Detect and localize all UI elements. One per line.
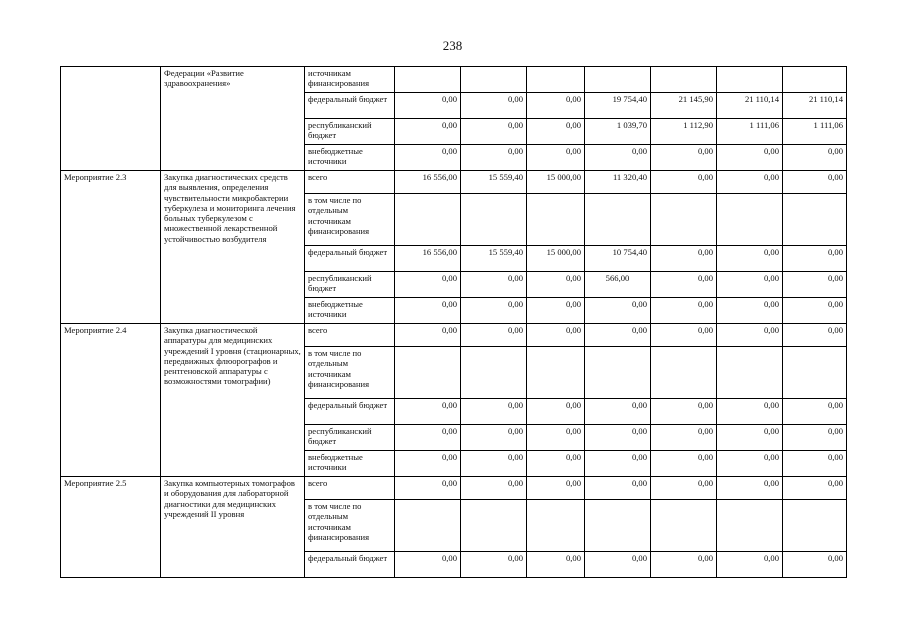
value-cell: 0,00 [651, 477, 717, 500]
value-cell: 0,00 [783, 298, 847, 324]
value-cell: 0,00 [585, 477, 651, 500]
value-cell [717, 67, 783, 93]
value-cell [527, 67, 585, 93]
budget-table [60, 66, 847, 578]
value-cell: 0,00 [461, 324, 527, 347]
value-cell: 1 112,90 [651, 119, 717, 145]
value-cell: 0,00 [783, 552, 847, 578]
value-cell: 0,00 [395, 272, 461, 298]
funding-source: источникам финансирования [305, 67, 395, 93]
value-cell [585, 67, 651, 93]
value-cell [783, 67, 847, 93]
value-cell: 0,00 [717, 272, 783, 298]
value-cell: 0,00 [461, 298, 527, 324]
value-cell: 0,00 [585, 552, 651, 578]
value-cell: 0,00 [461, 119, 527, 145]
page-number: 238 [442, 38, 463, 53]
value-cell [651, 500, 717, 552]
value-cell [651, 347, 717, 399]
value-cell: 0,00 [585, 425, 651, 451]
funding-source: федеральный бюджет [305, 93, 395, 119]
value-cell: 0,00 [717, 298, 783, 324]
value-cell: 0,00 [651, 298, 717, 324]
value-cell: 10 754,40 [585, 246, 651, 272]
value-cell: 1 039,70 [585, 119, 651, 145]
value-cell [527, 347, 585, 399]
value-cell: 0,00 [651, 425, 717, 451]
value-cell: 0,00 [527, 399, 585, 425]
funding-source: в том числе по отдельным источникам финансирования [305, 500, 395, 552]
value-cell: 0,00 [395, 93, 461, 119]
value-cell: 0,00 [717, 451, 783, 477]
table-row [61, 477, 847, 500]
funding-source: внебюджетные источники [305, 451, 395, 477]
measure-label: Мероприятие 2.3 [61, 171, 161, 324]
value-cell [461, 194, 527, 246]
value-cell: 0,00 [783, 246, 847, 272]
value-cell: 0,00 [527, 324, 585, 347]
funding-source: федеральный бюджет [305, 552, 395, 578]
funding-source: всего [305, 477, 395, 500]
value-cell: 0,00 [651, 171, 717, 194]
value-cell [717, 500, 783, 552]
funding-source: республиканский бюджет [305, 272, 395, 298]
value-cell: 0,00 [461, 145, 527, 171]
value-cell: 15 000,00 [527, 171, 585, 194]
value-cell: 0,00 [527, 298, 585, 324]
value-cell: 0,00 [527, 451, 585, 477]
value-cell: 0,00 [783, 171, 847, 194]
value-cell: 0,00 [527, 93, 585, 119]
value-cell: 15 559,40 [461, 246, 527, 272]
funding-source: внебюджетные источники [305, 298, 395, 324]
value-cell: 0,00 [461, 425, 527, 451]
value-cell [461, 347, 527, 399]
value-cell: 0,00 [527, 145, 585, 171]
value-cell [585, 500, 651, 552]
value-cell [717, 347, 783, 399]
value-cell: 0,00 [395, 477, 461, 500]
value-cell [527, 500, 585, 552]
funding-source: всего [305, 171, 395, 194]
value-cell: 0,00 [783, 399, 847, 425]
value-cell: 15 000,00 [527, 246, 585, 272]
value-cell: 0,00 [783, 145, 847, 171]
value-cell [585, 347, 651, 399]
value-cell: 0,00 [585, 399, 651, 425]
value-cell: 0,00 [527, 477, 585, 500]
measure-description: Закупка диагностических средств для выявления, определения чувствительности микробактерии туберкулеза и мониторинга лечения больных туберкулезом с множественной лекарственной устойчивостью возбудителя [161, 171, 305, 324]
value-cell: 0,00 [395, 552, 461, 578]
value-cell [783, 347, 847, 399]
value-cell [717, 194, 783, 246]
value-cell: 0,00 [783, 477, 847, 500]
funding-source: республиканский бюджет [305, 119, 395, 145]
value-cell: 0,00 [783, 272, 847, 298]
value-cell [395, 347, 461, 399]
value-cell: 0,00 [461, 451, 527, 477]
value-cell: 0,00 [717, 324, 783, 347]
measure-label: Мероприятие 2.4 [61, 324, 161, 477]
value-cell: 19 754,40 [585, 93, 651, 119]
value-cell: 0,00 [717, 425, 783, 451]
value-cell: 21 110,14 [717, 93, 783, 119]
value-cell: 0,00 [717, 477, 783, 500]
value-cell [395, 67, 461, 93]
funding-source: в том числе по отдельным источникам финансирования [305, 347, 395, 399]
funding-source: федеральный бюджет [305, 246, 395, 272]
funding-source: внебюджетные источники [305, 145, 395, 171]
value-cell: 0,00 [461, 93, 527, 119]
value-cell: 0,00 [395, 145, 461, 171]
funding-source: федеральный бюджет [305, 399, 395, 425]
value-cell [461, 67, 527, 93]
measure-description: Закупка диагностической аппаратуры для медицинских учреждений I уровня (стационарных, передвижных флюорографов и рентгеновской аппаратуры с возможностями томографии) [161, 324, 305, 477]
value-cell: 16 556,00 [395, 171, 461, 194]
value-cell: 0,00 [585, 324, 651, 347]
value-cell: 0,00 [461, 477, 527, 500]
value-cell: 0,00 [395, 451, 461, 477]
table-row [61, 171, 847, 194]
value-cell: 15 559,40 [461, 171, 527, 194]
table-row [61, 324, 847, 347]
value-cell: 21 110,14 [783, 93, 847, 119]
funding-source: республиканский бюджет [305, 425, 395, 451]
value-cell: 0,00 [717, 171, 783, 194]
value-cell: 0,00 [651, 272, 717, 298]
value-cell: 0,00 [783, 425, 847, 451]
value-cell: 0,00 [395, 119, 461, 145]
value-cell: 0,00 [527, 119, 585, 145]
value-cell [395, 194, 461, 246]
value-cell: 0,00 [651, 145, 717, 171]
value-cell [585, 194, 651, 246]
value-cell: 0,00 [783, 451, 847, 477]
value-cell: 0,00 [527, 272, 585, 298]
value-cell: 0,00 [651, 552, 717, 578]
value-cell [395, 500, 461, 552]
value-cell: 0,00 [461, 272, 527, 298]
value-cell: 16 556,00 [395, 246, 461, 272]
value-cell: 566,00 [585, 272, 651, 298]
value-cell: 0,00 [717, 552, 783, 578]
funding-source: всего [305, 324, 395, 347]
value-cell: 21 145,90 [651, 93, 717, 119]
value-cell: 0,00 [717, 145, 783, 171]
value-cell [783, 500, 847, 552]
value-cell: 0,00 [461, 399, 527, 425]
value-cell: 11 320,40 [585, 171, 651, 194]
value-cell: 0,00 [527, 425, 585, 451]
value-cell [783, 194, 847, 246]
value-cell [461, 500, 527, 552]
value-cell: 0,00 [651, 324, 717, 347]
measure-description: Федерации «Развитие здравоохранения» [161, 67, 305, 171]
value-cell: 0,00 [527, 552, 585, 578]
value-cell: 0,00 [651, 451, 717, 477]
value-cell [527, 194, 585, 246]
value-cell: 0,00 [585, 451, 651, 477]
value-cell [651, 67, 717, 93]
measure-label-cell [61, 67, 161, 171]
value-cell: 1 111,06 [783, 119, 847, 145]
value-cell: 0,00 [585, 298, 651, 324]
value-cell: 0,00 [395, 324, 461, 347]
value-cell [651, 194, 717, 246]
table-row [61, 67, 847, 93]
value-cell: 0,00 [717, 246, 783, 272]
measure-description: Закупка компьютерных томографов и оборудования для лабораторной диагностики для медицинских учреждений II уровня [161, 477, 305, 578]
value-cell: 1 111,06 [717, 119, 783, 145]
value-cell: 0,00 [783, 324, 847, 347]
value-cell: 0,00 [585, 145, 651, 171]
value-cell: 0,00 [717, 399, 783, 425]
value-cell: 0,00 [651, 246, 717, 272]
value-cell: 0,00 [395, 425, 461, 451]
value-cell: 0,00 [395, 399, 461, 425]
funding-source: в том числе по отдельным источникам финансирования [305, 194, 395, 246]
value-cell: 0,00 [651, 399, 717, 425]
value-cell: 0,00 [461, 552, 527, 578]
value-cell: 0,00 [395, 298, 461, 324]
measure-label: Мероприятие 2.5 [61, 477, 161, 578]
